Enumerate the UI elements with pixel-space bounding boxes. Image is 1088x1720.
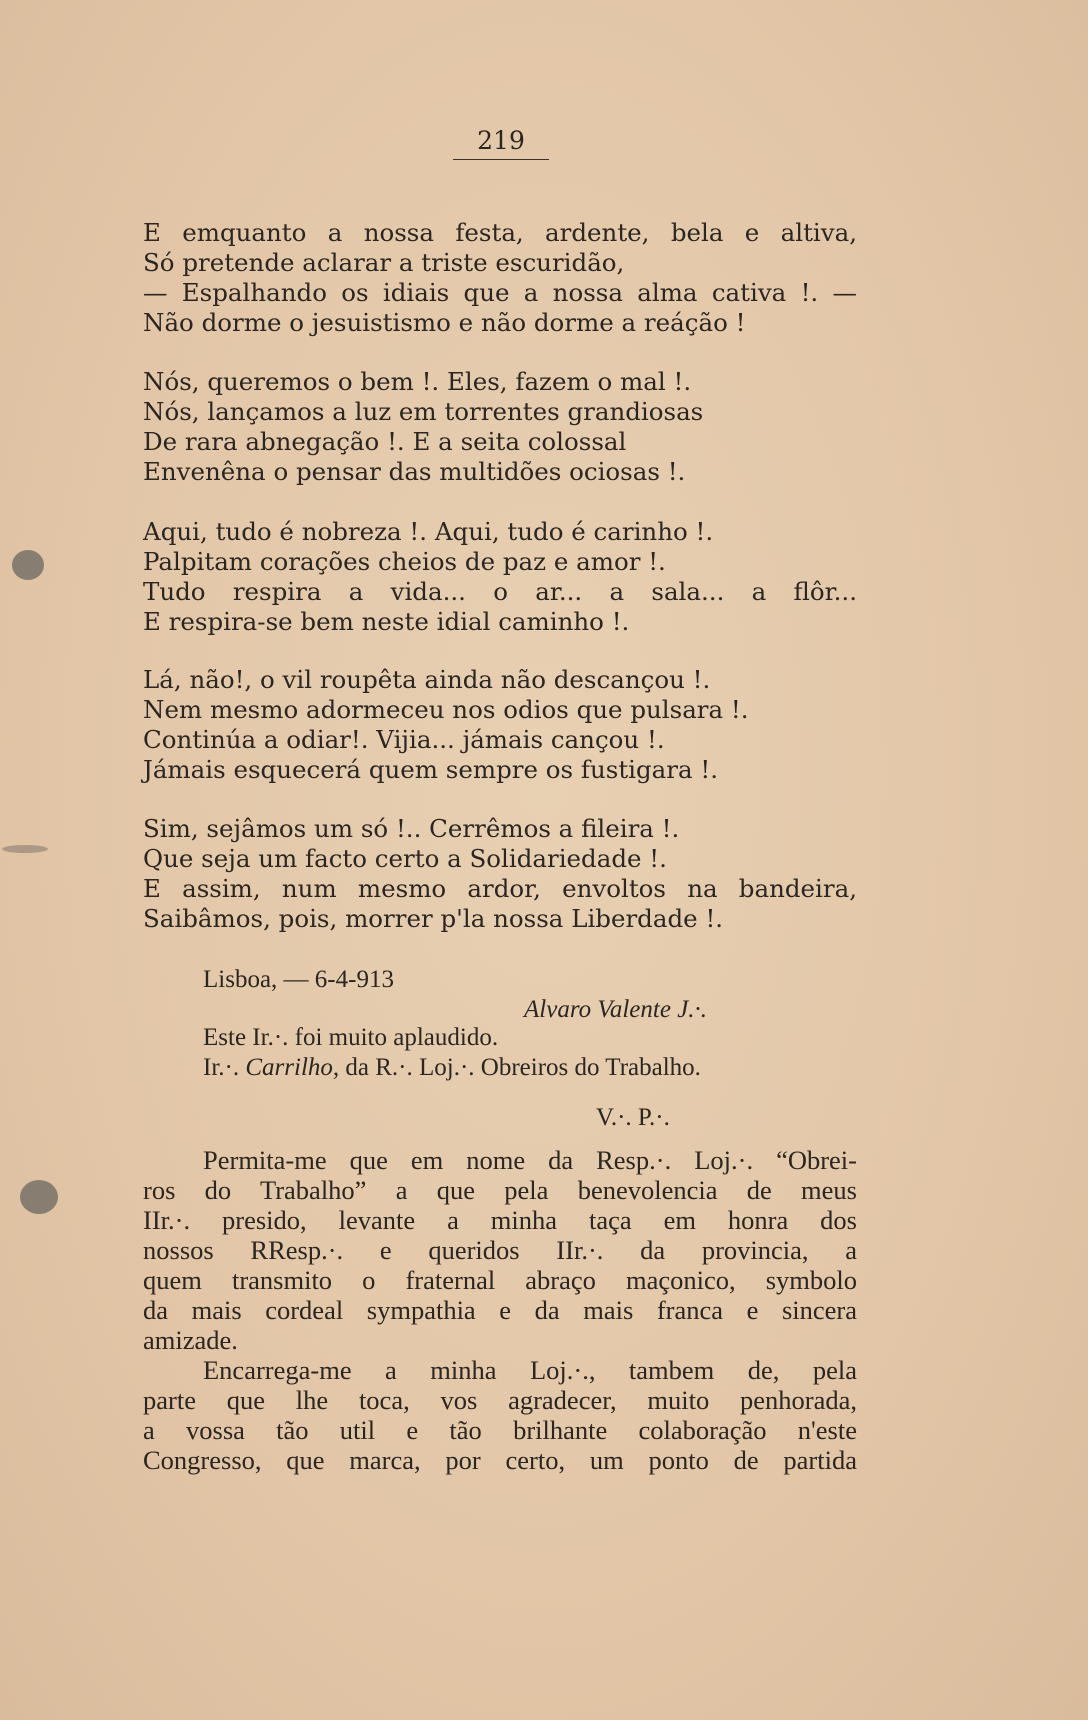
ink-blot: [12, 550, 44, 580]
poem-stanza-3: [143, 517, 857, 637]
poem-line: Palpitam corações cheios de paz e amor !.: [143, 547, 666, 576]
prose-line: a vossa tão util e tão brilhante colaboração n'este: [143, 1415, 857, 1445]
poem-stanza-2: [143, 367, 857, 487]
poem-line: Saibâmos, pois, morrer p'la nossa Liberdade !.: [143, 904, 724, 933]
poem-stanza-1: [143, 218, 857, 338]
poem-line: Que seja um facto certo a Solidariedade !.: [143, 844, 667, 873]
poem-line: Só pretende aclarar a triste escuridão,: [143, 248, 625, 277]
poem-line: Nem mesmo adormeceu nos odios que pulsara !.: [143, 695, 749, 724]
poem-stanza-5: [143, 814, 857, 934]
prose-line: Permita-me que em nome da Resp.·. Loj.·. “Obrei-: [203, 1145, 857, 1175]
prose-line: ros do Trabalho” a que pela benevolencia de meus: [143, 1175, 857, 1205]
poem-line: E assim, num mesmo ardor, envoltos na bandeira,: [143, 874, 857, 903]
ink-blot: [20, 1180, 58, 1214]
poem-line: Nós, queremos o bem !. Eles, fazem o mal !.: [143, 367, 692, 396]
prose-line: nossos RResp.·. e queridos IIr.·. da provincia, a: [143, 1235, 857, 1265]
poem-line: Jámais esquecerá quem sempre os fustigara !.: [143, 755, 719, 784]
attribution-prefix: Ir.·.: [203, 1054, 240, 1081]
poem-line: Sim, sejâmos um só !.. Cerrêmos a fileira !.: [143, 814, 680, 843]
ink-blot: [2, 845, 48, 853]
poem-line: Lá, não!, o vil roupêta ainda não descançou !.: [143, 665, 711, 694]
poem-line: De rara abnegação !. E a seita colossal: [143, 427, 627, 456]
prose-line: Congresso, que marca, por certo, um ponto de partida: [143, 1445, 857, 1475]
prose-line: IIr.·. presido, levante a minha taça em honra dos: [143, 1205, 857, 1235]
poem-line: Não dorme o jesuistismo e não dorme a reáção !: [143, 308, 746, 337]
prose-line: amizade.: [143, 1325, 238, 1355]
poem-line: E emquanto a nossa festa, ardente, bela e altiva,: [143, 218, 857, 247]
poem-line: Continúa a odiar!. Vijia... jámais cançou !.: [143, 725, 665, 754]
author-signature: Alvaro Valente J.·.: [524, 996, 708, 1023]
prose-line: parte que lhe toca, vos agradecer, muito penhorada,: [143, 1385, 857, 1415]
poem-line: E respira-se bem neste idial caminho !.: [143, 607, 630, 636]
poem-line: Nós, lançamos a luz em torrentes grandiosas: [143, 397, 704, 426]
poem-line: Aqui, tudo é nobreza !. Aqui, tudo é carinho !.: [143, 517, 714, 546]
place-date: Lisboa, — 6-4-913: [203, 966, 394, 993]
attribution-lodge: da R.·. Loj.·. Obreiros do Trabalho.: [345, 1054, 701, 1081]
poem-stanza-4: [143, 665, 857, 785]
page-number: 219: [453, 126, 549, 160]
attribution-name: Carrilho,: [245, 1054, 340, 1081]
prose-line: da mais cordeal sympathia e da mais franca e sincera: [143, 1295, 857, 1325]
speech-text: [143, 1145, 857, 1475]
initials: V.·. P.·.: [596, 1104, 670, 1131]
poem-line: — Espalhando os idiais que a nossa alma cativa !. —: [143, 278, 857, 307]
poem-line: Envenêna o pensar das multidões ociosas !.: [143, 457, 686, 486]
prose-line: quem transmito o fraternal abraço maçonico, symbolo: [143, 1265, 857, 1295]
speaker-attribution: [203, 1054, 701, 1082]
poem-line: Tudo respira a vida... o ar... a sala... a flôr...: [143, 577, 857, 606]
applause-note: Este Ir.·. foi muito aplaudido.: [203, 1024, 499, 1051]
prose-line: Encarrega-me a minha Loj.·., tambem de, pela: [203, 1355, 857, 1385]
